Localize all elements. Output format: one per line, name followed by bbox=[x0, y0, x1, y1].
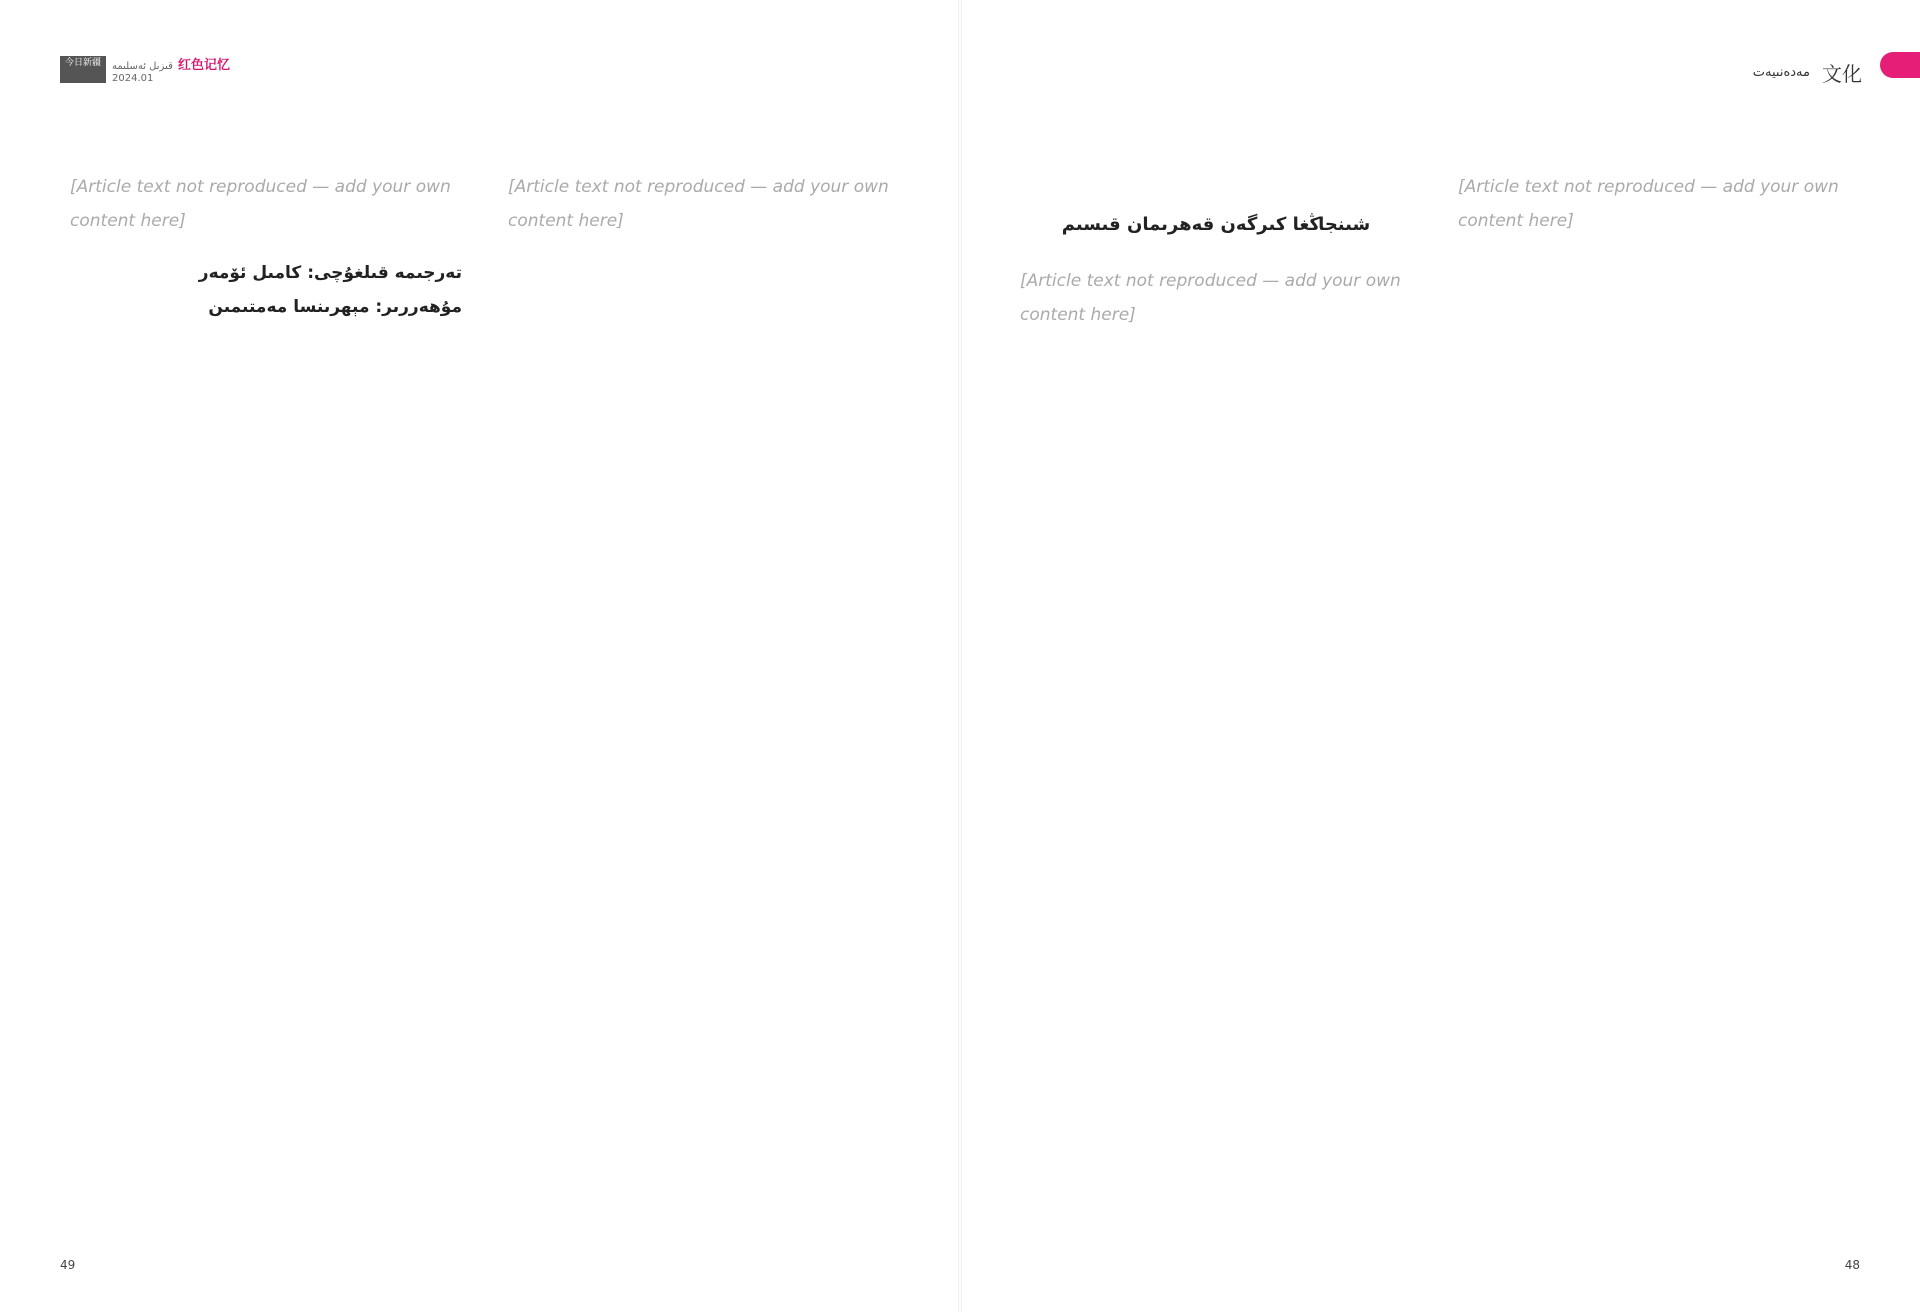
page-number-left: 49 bbox=[60, 1258, 76, 1272]
magazine-logo: 今日新疆 bbox=[60, 56, 106, 83]
section-tab-marker bbox=[1880, 52, 1920, 78]
right-page bbox=[960, 0, 1920, 1312]
translator-credit: تەرجىمە قىلغۇچى: كامىل ئۆمەر bbox=[198, 263, 462, 283]
column-1 bbox=[1458, 170, 1850, 1212]
body-paragraph: [Article text not reproduced — add your own content here] bbox=[1020, 271, 1401, 325]
magazine-header bbox=[60, 54, 230, 84]
section-label-ug: مەدەنىيەت bbox=[1752, 65, 1810, 80]
editor-credit: مۇھەررىر: مېھرىنسا مەمتىمىن bbox=[208, 297, 462, 317]
column-3 bbox=[70, 170, 462, 1212]
brand-ug: قىزىل ئەسلىمە bbox=[112, 61, 173, 72]
issue-date: 2024.01 bbox=[112, 73, 154, 84]
page-number-right: 48 bbox=[1844, 1258, 1860, 1272]
body-paragraph: [Article text not reproduced — add your own content here] bbox=[1458, 177, 1839, 231]
body-paragraph: [Article text not reproduced — add your own content here] bbox=[508, 177, 889, 231]
credits bbox=[70, 256, 462, 324]
column-2 bbox=[1020, 170, 1412, 1212]
section-label-cn: 文化 bbox=[1822, 62, 1862, 86]
column-4 bbox=[508, 170, 900, 1212]
body-paragraph: [Article text not reproduced — add your own content here] bbox=[70, 177, 451, 231]
right-page-columns bbox=[1020, 170, 1850, 1212]
section-header bbox=[1753, 58, 1862, 87]
left-page-columns bbox=[70, 170, 900, 1212]
brand-cn: 红色记忆 bbox=[177, 58, 230, 73]
section-heading: شىنجاڭغا كىرگەن قەھرىمان قىسىم bbox=[1061, 214, 1371, 235]
